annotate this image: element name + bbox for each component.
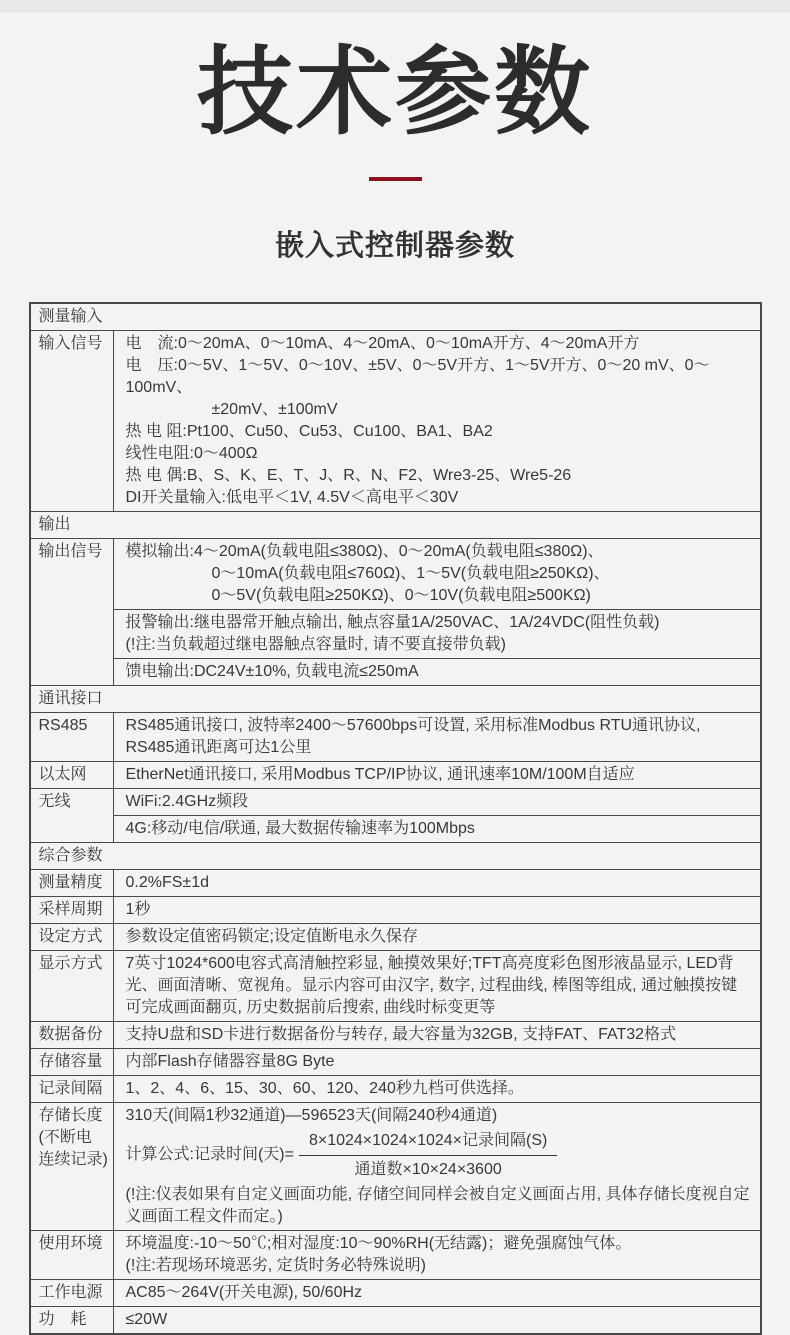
accuracy-block — [114, 870, 760, 896]
storage-length-label-2: (不断电 — [38, 1128, 92, 1146]
value-display-mode — [114, 951, 760, 1021]
section-header-label: 输出 — [38, 515, 71, 533]
value-storage-length — [114, 1103, 760, 1230]
record-range: 310天(间隔1秒32通道)—596523天(间隔240秒4通道) — [125, 1106, 498, 1124]
section-header-label: 综合参数 — [38, 846, 103, 864]
ethernet-desc: EtherNet通讯接口, 采用Modbus TCP/IP协议, 通讯速率10M/100M自适应 — [125, 765, 635, 783]
value-power-supply — [114, 1280, 760, 1306]
table-row-sampling-period — [31, 896, 760, 923]
value-rs485 — [114, 713, 760, 761]
label-rs485: RS485 — [31, 713, 114, 761]
input-voltage: 电 压:0～5V、1～5V、0～10V、±5V、0～5V开方、1～5V开方、0～20 mV、0～100mV、 — [125, 356, 710, 396]
table-row-input-signal — [31, 330, 760, 511]
analog-output-cont-2: 0～5V(负载电阻≥250KΩ)、0～10V(负载电阻≥500KΩ) — [211, 586, 591, 604]
power-consumption-value: ≤20W — [125, 1310, 168, 1328]
setting-value: 参数设定值密码锁定;设定值断电永久保存 — [125, 927, 418, 945]
storage-block — [114, 1049, 760, 1075]
environment-desc: 环境温度:-10～50℃;相对湿度:10～90%RH(无结露)；避免强腐蚀气体。 — [125, 1234, 632, 1252]
rs485-desc: RS485通讯接口, 波特率2400～57600bps可设置, 采用标准Modbus RTU通讯协议, RS485通讯距离可达1公里 — [125, 716, 701, 756]
label-ethernet: 以太网 — [31, 762, 114, 788]
table-row-accuracy — [31, 869, 760, 896]
label-record-interval: 记录间隔 — [31, 1076, 114, 1102]
input-rtd: 热 电 阻:Pt100、Cu50、Cu53、Cu100、BA1、BA2 — [125, 422, 493, 440]
value-sampling-period — [114, 897, 760, 923]
section-header-measurement-input — [31, 304, 760, 330]
input-voltage-cont: ±20mV、±100mV — [211, 400, 338, 418]
setting-block — [114, 924, 760, 950]
storage-value: 内部Flash存储器容量8G Byte — [125, 1052, 335, 1070]
label-data-backup: 数据备份 — [31, 1022, 114, 1048]
input-thermocouple: 热 电 偶:B、S、K、E、T、J、R、N、F2、Wre3-25、Wre5-26 — [125, 466, 572, 484]
analog-output-cont-1: 0～10mA(负载电阻≤760Ω)、1～5V(负载电阻≥250KΩ)、 — [211, 564, 610, 582]
alarm-output-block — [114, 609, 760, 658]
value-storage-capacity — [114, 1049, 760, 1075]
interval-value: 1、2、4、6、15、30、60、120、240秒九档可供选择。 — [125, 1079, 524, 1097]
analog-output-block — [114, 539, 760, 609]
label-setting-mode: 设定方式 — [31, 924, 114, 950]
label-storage-capacity: 存储容量 — [31, 1049, 114, 1075]
input-current: 电 流:0～20mA、0～10mA、4～20mA、0～10mA开方、4～20mA开方 — [125, 334, 640, 352]
wifi-block — [114, 789, 760, 815]
analog-output: 模拟输出:4～20mA(负载电阻≤380Ω)、0～20mA(负载电阻≤380Ω)、 — [125, 542, 604, 560]
alarm-output-note: (!注:当负载超过继电器触点容量时, 请不要直接带负载) — [125, 635, 506, 653]
feed-output: 馈电输出:DC24V±10%, 负载电流≤250mA — [125, 662, 419, 680]
input-linear-resistance: 线性电阻:0～400Ω — [125, 444, 258, 462]
page-subtitle: 嵌入式控制器参数 — [274, 229, 515, 262]
input-signal-block — [114, 331, 760, 511]
input-di: DI开关量输入:低电平＜1V, 4.5V＜高电平＜30V — [125, 488, 459, 506]
section-header-label: 测量输入 — [38, 307, 103, 325]
page-title: 技术参数 — [197, 39, 593, 146]
value-ethernet — [114, 762, 760, 788]
section-header-comm-interface — [31, 685, 760, 712]
label-sampling-period: 采样周期 — [31, 897, 114, 923]
table-row-ethernet — [31, 761, 760, 788]
display-value: 7英寸1024*600电容式高清触控彩显, 触摸效果好;TFT高亮度彩色图形液晶显示, LED背光、画面清晰、宽视角。显示内容可由汉字, 数字, 过程曲线, 棒图等组成, 通过触摸按键可完成画面翻页, 历史数据前后搜索, 曲线时标变更等 — [125, 954, 738, 1016]
section-header-label: 通讯接口 — [38, 689, 103, 707]
sampling-value: 1秒 — [125, 900, 151, 918]
table-row-power-supply — [31, 1279, 760, 1306]
section-header-output — [31, 511, 760, 538]
value-setting-mode — [114, 924, 760, 950]
backup-value: 支持U盘和SD卡进行数据备份与转存, 最大容量为32GB, 支持FAT、FAT32格式 — [125, 1025, 677, 1043]
ethernet-block — [114, 762, 760, 788]
fraction-numerator: 8×1024×1024×1024×记录间隔(S) — [299, 1130, 557, 1156]
table-row-display-mode — [31, 950, 760, 1021]
label-power-consumption: 功 耗 — [31, 1307, 114, 1333]
wifi-desc: WiFi:2.4GHz频段 — [125, 792, 249, 810]
label-input-signal: 输入信号 — [31, 331, 114, 511]
storage-length-label-1: 存储长度 — [38, 1106, 103, 1124]
rs485-block — [114, 713, 760, 761]
value-output-signal — [114, 539, 760, 685]
top-strip — [0, 0, 790, 13]
alarm-output: 报警输出:继电器常开触点输出, 触点容量1A/250VAC、1A/24VDC(阻性负载) — [125, 613, 660, 631]
cellular-block — [114, 815, 760, 842]
value-input-signal — [114, 331, 760, 511]
table-row-record-interval — [31, 1075, 760, 1102]
label-power-supply: 工作电源 — [31, 1280, 114, 1306]
label-environment: 使用环境 — [31, 1231, 114, 1279]
record-note: (!注:仪表如果有自定义画面功能, 存储空间同样会被自定义画面占用, 具体存储长度视自定义画面工程文件而定。) — [125, 1185, 750, 1225]
table-row-environment — [31, 1230, 760, 1279]
storage-length-label-3: 连续记录) — [38, 1150, 108, 1168]
table-row-data-backup — [31, 1021, 760, 1048]
formula-prefix: 计算公式:记录时间(天)= — [125, 1146, 294, 1164]
cellular-desc: 4G:移动/电信/联通, 最大数据传输速率为100Mbps — [125, 819, 475, 837]
formula-fraction — [299, 1130, 557, 1181]
table-row-storage-length — [31, 1102, 760, 1230]
backup-block — [114, 1022, 760, 1048]
table-row-setting-mode — [31, 923, 760, 950]
table-row-storage-capacity — [31, 1048, 760, 1075]
power-supply-value: AC85～264V(开关电源), 50/60Hz — [125, 1283, 363, 1301]
value-record-interval — [114, 1076, 760, 1102]
table-row-power-consumption — [31, 1306, 760, 1333]
record-formula — [126, 1130, 752, 1181]
environment-note: (!注:若现场环境恶劣, 定货时务必特殊说明) — [125, 1256, 426, 1274]
spec-table — [29, 302, 762, 1335]
display-block — [114, 951, 760, 1021]
environment-block — [114, 1231, 760, 1279]
section-header-general-params — [31, 842, 760, 869]
value-environment — [114, 1231, 760, 1279]
label-storage-length — [31, 1103, 114, 1230]
feed-output-block — [114, 658, 760, 685]
table-row-output-signal — [31, 538, 760, 685]
accent-divider — [369, 177, 422, 181]
label-display-mode: 显示方式 — [31, 951, 114, 1021]
page-header — [0, 39, 790, 264]
value-data-backup — [114, 1022, 760, 1048]
label-accuracy: 测量精度 — [31, 870, 114, 896]
accuracy-value: 0.2%FS±1d — [125, 873, 209, 891]
power-supply-block — [114, 1280, 760, 1306]
table-row-wireless — [31, 788, 760, 842]
value-wireless — [114, 789, 760, 842]
label-wireless: 无线 — [31, 789, 114, 842]
fraction-denominator: 通道数×10×24×3600 — [354, 1160, 502, 1178]
value-accuracy — [114, 870, 760, 896]
table-row-rs485 — [31, 712, 760, 761]
sampling-block — [114, 897, 760, 923]
interval-block — [114, 1076, 760, 1102]
storage-length-block — [114, 1103, 760, 1230]
label-output-signal: 输出信号 — [31, 539, 114, 685]
